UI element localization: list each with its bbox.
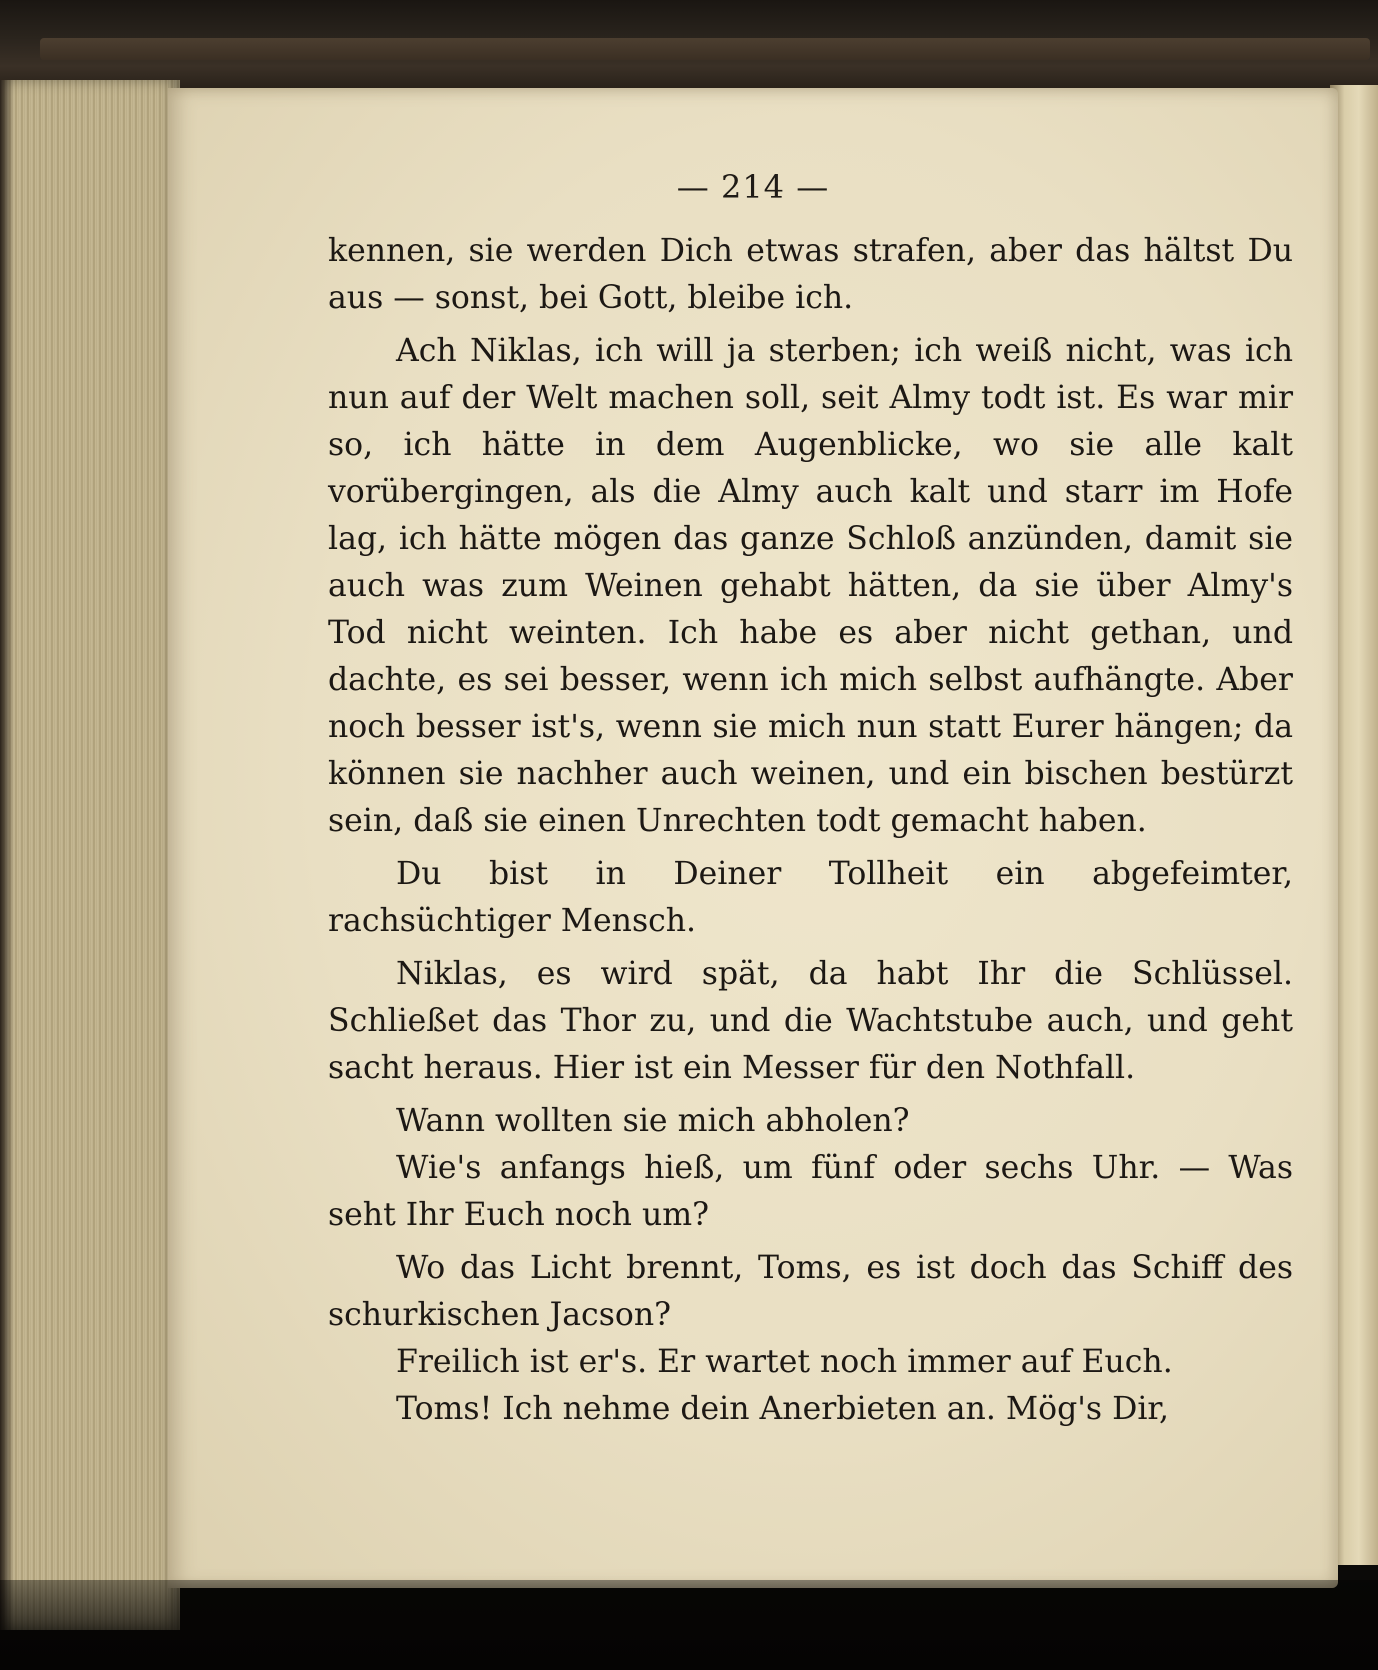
book-cover-top [0,0,1378,95]
paragraph-1: kennen, sie werden Dich etwas strafen, aber das hältst Du aus — sonst, bei Gott, bleibe ich. [328,233,1293,316]
paragraph-4: Niklas, es wird spät, da habt Ihr die Schlüssel. Schließet das Thor zu, und die Wachtstube auch, und geht sacht heraus. Hier ist ein Messer für den Nothfall. [328,956,1293,1086]
page-edges-left [0,80,180,1630]
bottom-shadow [0,1580,1378,1670]
paragraph-7: Wo das Licht brennt, Toms, es ist doch das Schiff des schurkischen Jacson? [328,1250,1293,1333]
page-text [328,228,1293,1433]
book-page [168,88,1338,1588]
paragraph-3: Du bist in Deiner Tollheit ein abgefeimter, rachsüchtiger Mensch. [328,856,1293,939]
paragraph-6: Wie's anfangs hieß, um fünf oder sechs Uhr. — Was seht Ihr Euch noch um? [328,1150,1293,1233]
paragraph-9: Toms! Ich nehme dein Anerbieten an. Mög's Dir, [396,1391,1170,1427]
page-number: — 214 — [676,168,830,206]
paragraph-8: Freilich ist er's. Er wartet noch immer auf Euch. [396,1344,1173,1380]
paragraph-2: Ach Niklas, ich will ja sterben; ich weiß nicht, was ich nun auf der Welt machen soll, seit Almy todt ist. Es war mir so, ich hätte in dem Augenblicke, wo sie alle kalt vorübergingen, als die Almy auch kalt und starr im Hofe lag, ich hätte mögen das ganze Schloß anzünden, damit sie auch was zum Weinen gehabt hätten, da sie über Almy's Tod nicht weinten. Ich habe es aber nicht gethan, und dachte, es sei besser, wenn ich mich selbst aufhängte. Aber noch besser ist's, wenn sie mich nun statt Eurer hängen; da können sie nachher auch weinen, und ein bischen bestürzt sein, daß sie einen Unrechten todt gemacht haben. [328,333,1293,839]
paragraph-5: Wann wollten sie mich abholen? [396,1103,910,1139]
